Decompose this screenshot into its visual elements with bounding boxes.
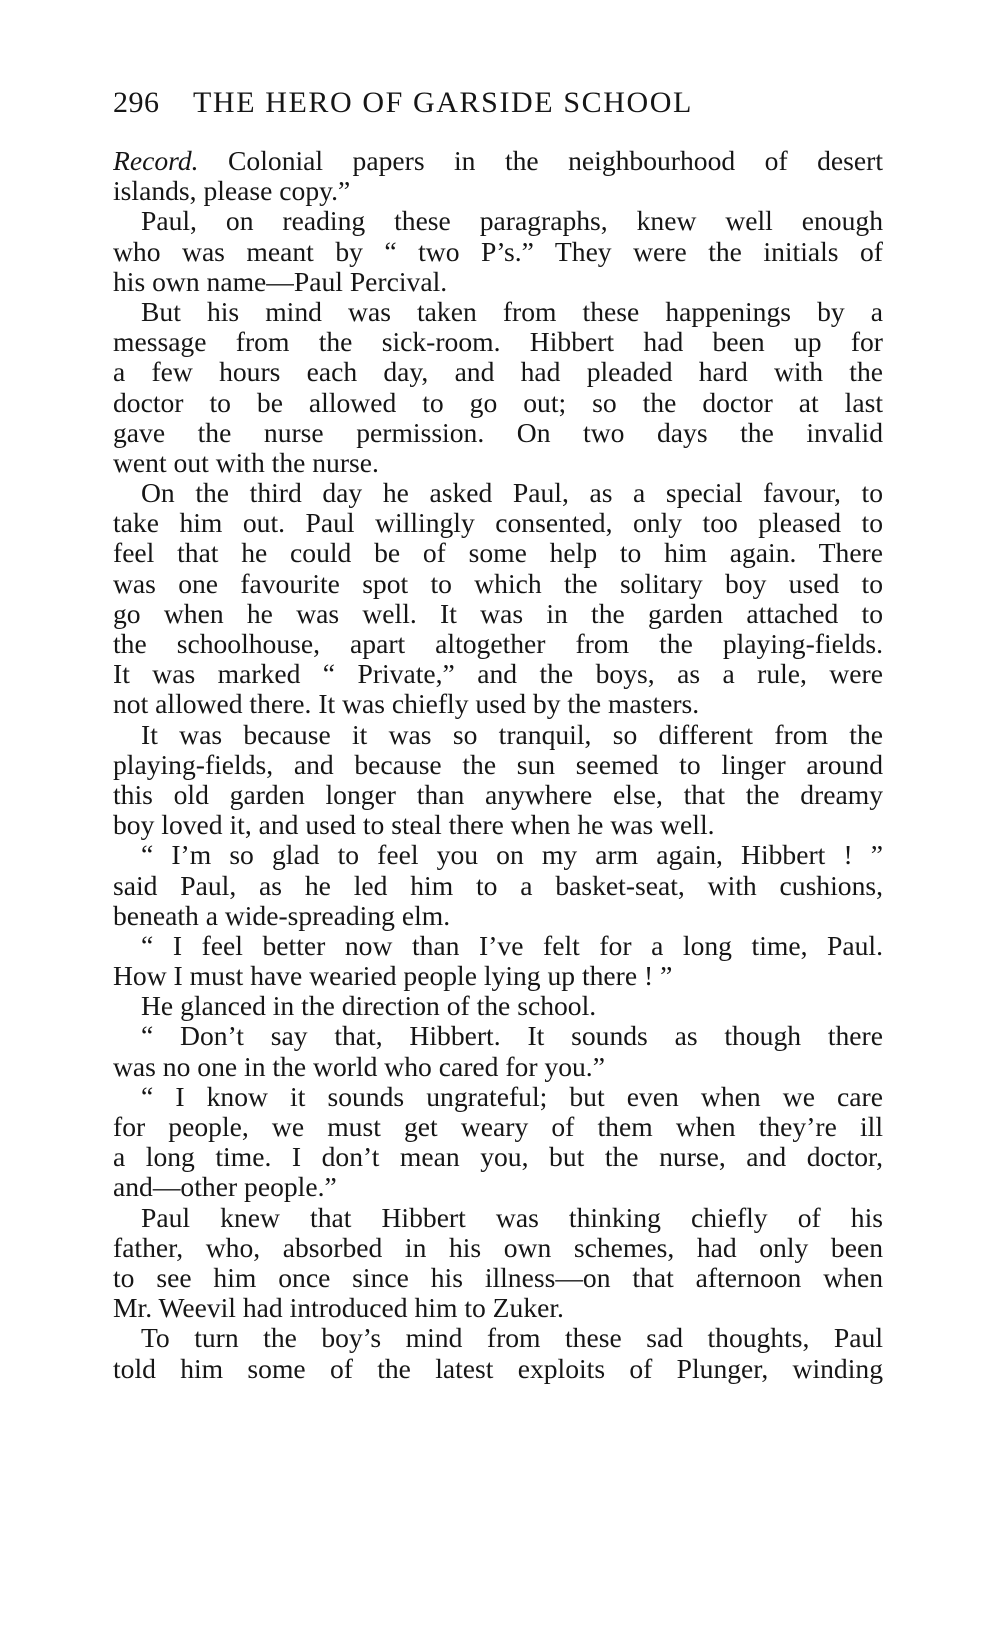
text-line (113, 1172, 883, 1202)
text-line (113, 478, 883, 508)
line-text: islands, please copy.” (113, 176, 351, 207)
text-line (113, 388, 883, 418)
text-line (113, 1203, 883, 1233)
line-text: went out with the nurse. (113, 447, 379, 478)
text-line (113, 569, 883, 599)
line-text: beneath a wide-spreading elm. (113, 900, 451, 931)
text-line (113, 538, 883, 568)
running-header (113, 86, 893, 126)
line-text: “ Don’t say that, Hibbert. It sounds as though there (141, 1021, 883, 1052)
line-text: playing-fields, and because the sun seemed to linger around (113, 749, 883, 780)
line-text: a long time. I don’t mean you, but the nurse, and doctor, (113, 1142, 883, 1173)
text-line (113, 206, 883, 236)
line-text: It was marked “ Private,” and the boys, as a rule, were (113, 659, 883, 690)
text-line (113, 689, 883, 719)
line-text: a few hours each day, and had pleaded hard with the (113, 357, 883, 388)
page-number: 296 (113, 86, 160, 119)
text-line (113, 1082, 883, 1112)
line-text: for people, we must get weary of them when they’re ill (113, 1112, 883, 1142)
line-text: To turn the boy’s mind from these sad thoughts, Paul (141, 1323, 883, 1354)
line-text: He glanced in the direction of the school. (141, 991, 597, 1022)
line-text: said Paul, as he led him to a basket-seat, with cushions, (113, 870, 883, 901)
line-text: Colonial papers in the neighbourhood of desert (228, 146, 883, 176)
line-text: boy loved it, and used to steal there when he was well. (113, 810, 715, 841)
body-text (113, 146, 883, 1384)
line-text: who was meant by “ two P’s.” They were the initials of (113, 236, 883, 267)
line-text: was one favourite spot to which the solitary boy used to (113, 568, 883, 599)
text-line (113, 508, 883, 538)
line-text: go when he was well. It was in the garden attached to (113, 598, 883, 629)
text-line (113, 1142, 883, 1172)
text-line (113, 1323, 883, 1353)
text-line (113, 1233, 883, 1263)
line-text: was no one in the world who cared for you.” (113, 1051, 605, 1082)
text-line (113, 629, 883, 659)
line-text: father, who, absorbed in his own schemes, had only been (113, 1232, 883, 1263)
text-line (113, 659, 883, 689)
text-line (113, 1112, 883, 1142)
text-line (113, 961, 883, 991)
text-line (113, 327, 883, 357)
line-text: not allowed there. It was chiefly used by the masters. (113, 689, 700, 720)
text-line (113, 810, 883, 840)
text-line (113, 237, 883, 267)
line-text: Paul knew that Hibbert was thinking chiefly of his (141, 1202, 883, 1233)
text-line (113, 418, 883, 448)
text-line (113, 840, 883, 870)
line-text: On the third day he asked Paul, as a special favour, to (141, 478, 883, 509)
line-text: message from the sick-room. Hibbert had been up for (113, 327, 883, 358)
line-text: Paul, on reading these paragraphs, knew well enough (141, 206, 883, 237)
text-line (113, 931, 883, 961)
line-text: his own name—Paul Percival. (113, 266, 448, 297)
text-line (113, 267, 883, 297)
text-line (113, 448, 883, 478)
line-text: told him some of the latest exploits of Plunger, winding (113, 1353, 883, 1384)
line-text: take him out. Paul willingly consented, only too pleased to (113, 508, 883, 539)
italic-word: Record. (113, 146, 199, 176)
text-line (113, 297, 883, 327)
line-text: this old garden longer than anywhere else, that the dreamy (113, 779, 883, 810)
line-text: to see him once since his illness—on that afternoon when (113, 1262, 883, 1293)
text-line (113, 780, 883, 810)
text-line (113, 1263, 883, 1293)
line-text: “ I feel better now than I’ve felt for a long time, Paul. (141, 930, 883, 961)
line-text: doctor to be allowed to go out; so the doctor at last (113, 387, 883, 418)
text-line (113, 871, 883, 901)
text-line (113, 146, 883, 176)
line-text: Mr. Weevil had introduced him to Zuker. (113, 1293, 564, 1324)
line-text: It was because it was so tranquil, so different from the (141, 719, 883, 750)
line-text: the schoolhouse, apart altogether from the playing-fields. (113, 629, 883, 659)
line-text: How I must have wearied people lying up there ! ” (113, 961, 673, 992)
line-text: But his mind was taken from these happenings by a (141, 296, 883, 327)
text-line (113, 720, 883, 750)
line-text: gave the nurse permission. On two days the invalid (113, 417, 883, 448)
line-text: “ I know it sounds ungrateful; but even when we care (141, 1081, 883, 1112)
line-text: feel that he could be of some help to him again. There (113, 538, 883, 569)
text-line (113, 599, 883, 629)
text-line (113, 176, 883, 206)
text-line (113, 357, 883, 387)
text-line (113, 750, 883, 780)
text-line (113, 1293, 883, 1323)
text-line (113, 901, 883, 931)
line-text: “ I’m so glad to feel you on my arm again, Hibbert ! ” (141, 840, 883, 871)
running-title: THE HERO OF GARSIDE SCHOOL (193, 86, 693, 119)
text-line (113, 1021, 883, 1051)
text-line (113, 1354, 883, 1384)
text-line (113, 1052, 883, 1082)
line-text: and—other people.” (113, 1172, 337, 1203)
text-line (113, 991, 883, 1021)
